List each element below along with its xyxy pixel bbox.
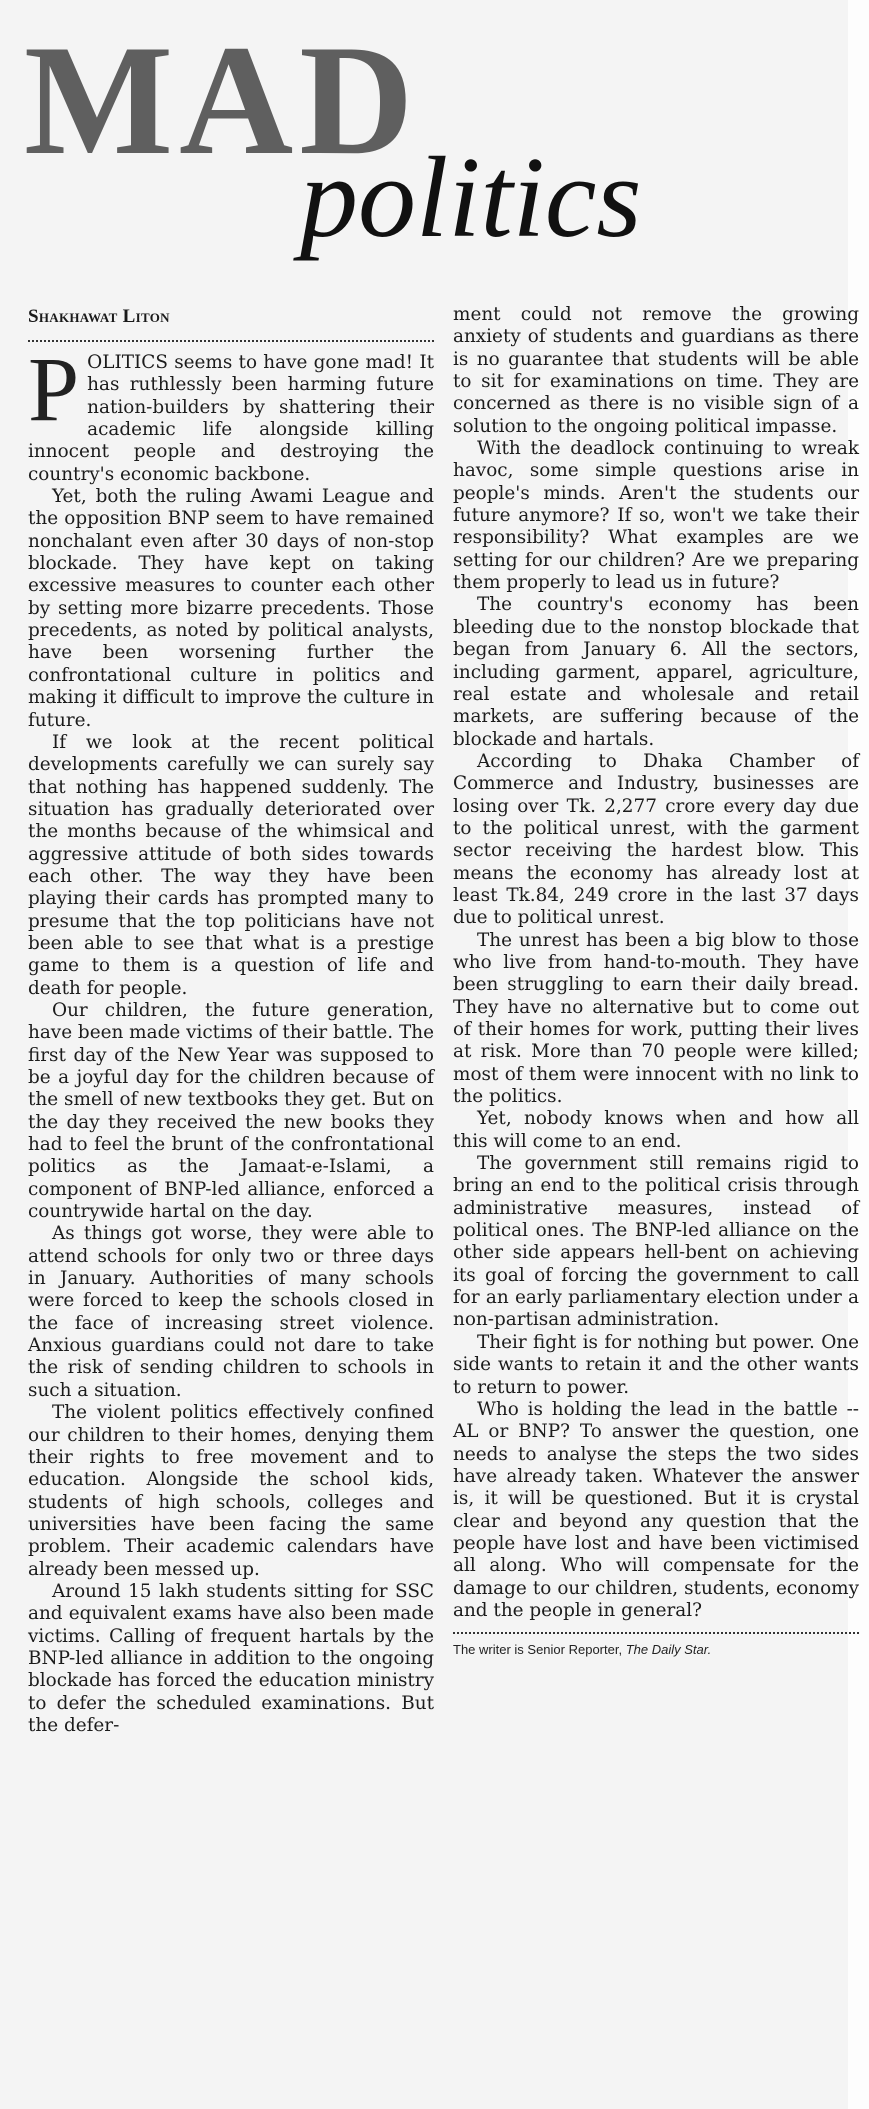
right-column bbox=[453, 304, 859, 1657]
lead-paragraph bbox=[28, 338, 434, 486]
byline: Shakhawat Liton bbox=[28, 306, 170, 327]
author-note-text: The writer is Senior Reporter, bbox=[453, 1642, 626, 1658]
paragraph: With the deadlock continuing to wreak havoc, some simple questions arise in people's minds. Aren't the students our future anymore? If so, won't we take their responsibility? What examples are we setting for our children? Are we preparing them properly to lead us in future? bbox=[453, 438, 859, 594]
drop-cap: P bbox=[28, 338, 80, 440]
paragraph: Yet, both the ruling Awami League and the opposition BNP seem to have remained nonchalant even after 30 days of non-stop blockade. They have kept on taking excessive measures to counter each other by setting more bizarre precedents. Those precedents, as noted by political analysts, have been worsening further the confrontational culture in politics and making it difficult to improve the culture in future. bbox=[28, 486, 434, 731]
paragraph: Yet, nobody knows when and how all this will come to an end. bbox=[453, 1108, 859, 1152]
headline-politics: politics bbox=[300, 134, 642, 262]
paragraph: If we look at the recent political developments carefully we can surely say that nothing has happened suddenly. The situation has gradually deteriorated over the months because of the whimsical and aggressive attitude of both sides towards each other. The way they have been playing their cards has prompted many to presume that the top politicians have not been able to see that what is a prestige game to them is a question of life and death for people. bbox=[28, 731, 434, 999]
author-note bbox=[453, 1642, 859, 1657]
paragraph: The violent politics effectively confined our children to their homes, denying them their rights to free movement and to education. Alongside the school kids, students of high schools, colleges and universities have been facing the same problem. Their academic calendars have already been messed up. bbox=[28, 1402, 434, 1580]
continued-paragraph: ment could not remove the growing anxiety of students and guardians as there is no guarantee that students will be able to sit for examinations on time. They are concerned as there is no visible sign of a solution to the ongoing political impasse. bbox=[453, 304, 859, 437]
paragraph: The country's economy has been bleeding due to the nonstop blockade that began from January 6. All the sectors, including garment, apparel, agriculture, real estate and wholesale and retail markets, are suffering because of the blockade and hartals. bbox=[453, 594, 859, 750]
paragraph: The government still remains rigid to bring an end to the political crisis through administrative measures, instead of political ones. The BNP-led alliance on the other side appears hell-bent on achieving its goal of forcing the government to call for an early parliamentary election under a non-partisan administration. bbox=[453, 1153, 859, 1331]
paragraph: The unrest has been a big blow to those who live from hand-to-mouth. They have been struggling to earn their daily bread. They have no alternative but to come out of their homes for work, putting their lives at risk. More than 70 people were killed; most of them were innocent with no link to the politics. bbox=[453, 929, 859, 1108]
paragraph: Around 15 lakh students sitting for SSC and equivalent exams have also been made victims. Calling of frequent hartals by the BNP-led alliance in addition to the ongoing blockade has forced the education ministry to defer the scheduled examinations. But the defer- bbox=[28, 1580, 434, 1736]
paragraph: According to Dhaka Chamber of Commerce and Industry, businesses are losing over Tk. 2,277 crore every day due to the political unrest, with the garment sector receiving the hardest blow. This means the economy has already lost at least Tk.84, 249 crore in the last 37 days due to political unrest. bbox=[453, 750, 859, 929]
publication-name: The Daily Star. bbox=[625, 1642, 712, 1658]
paragraph: Who is holding the lead in the battle -- AL or BNP? To answer the question, one needs to analyse the steps the two sides have already taken. Whatever the answer is, it will be questioned. But it is crystal clear and beyond any question that the people have lost and have been victimised all along. Who will compensate for the damage to our children, students, economy and the people in general? bbox=[453, 1398, 859, 1621]
left-column bbox=[28, 306, 434, 1737]
byline-divider bbox=[28, 340, 434, 342]
paragraph: Their fight is for nothing but power. One side wants to retain it and the other wants to return to power. bbox=[453, 1331, 859, 1398]
paragraph: As things got worse, they were able to attend schools for only two or three days in January. Authorities of many schools were forced to keep the schools closed in the face of increasing street violence. Anxious guardians could not dare to take the risk of sending children to schools in such a situation. bbox=[28, 1223, 434, 1401]
paragraph: Our children, the future generation, have been made victims of their battle. The first day of the New Year was supposed to be a joyful day for the children because of the smell of new textbooks they get. But on the day they received the new books they had to feel the brunt of the confrontational politics as the Jamaat-e-Islami, a component of BNP-led alliance, enforced a countrywide hartal on the day. bbox=[28, 999, 434, 1223]
headline-mad: MAD bbox=[24, 13, 420, 188]
footer-divider bbox=[453, 1632, 859, 1634]
lead-text: OLITICS seems to have gone mad! It has ruthlessly been harming future nation-builders by shattering their academic life alongside killing innocent people and destroying the country's economic backbone. bbox=[28, 352, 434, 485]
